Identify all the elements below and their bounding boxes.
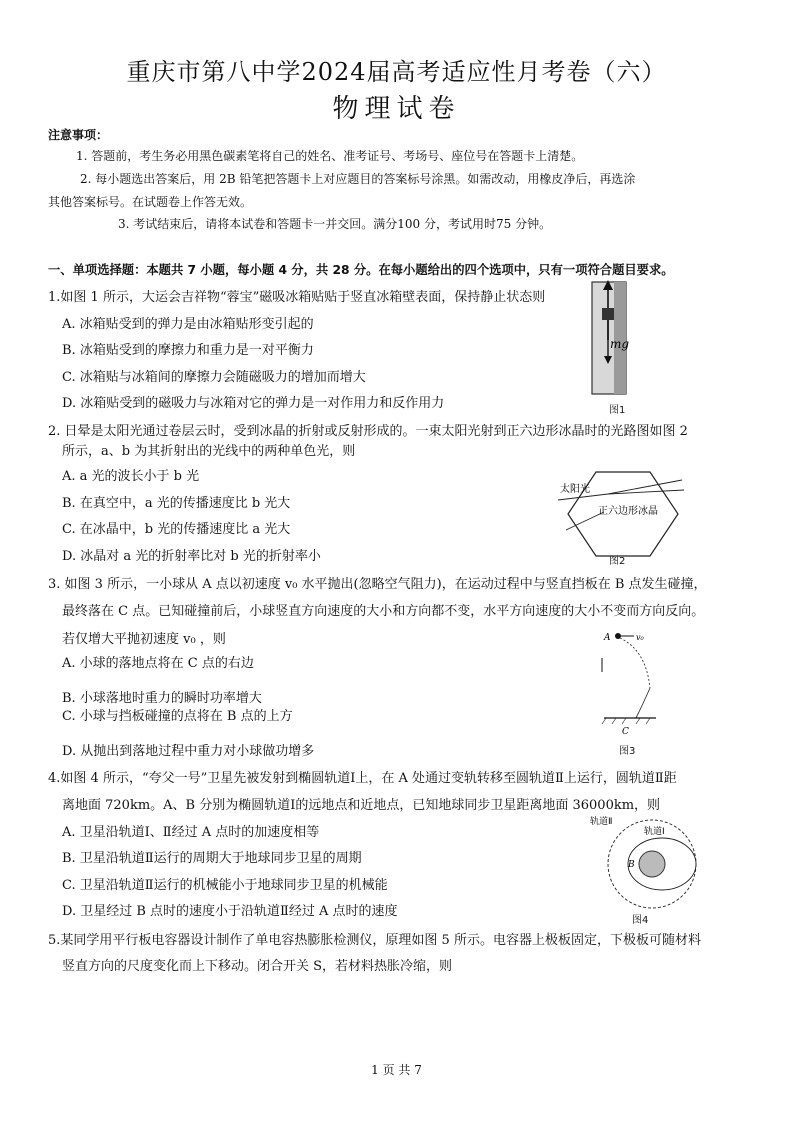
q1-option-d: D. 冰箱贴受到的磁吸力与冰箱对它的弹力是一对作用力和反作用力 [62, 396, 445, 411]
figure-1 [588, 280, 638, 398]
q2-option-d: D. 冰晶对 a 光的折射率比对 b 光的折射率小 [62, 549, 321, 564]
q2-stem-cont: 所示，a、b 为其折射出的光线中的两种单色光，则 [62, 444, 356, 459]
notice-item: 3. 考试结束后，请将本试卷和答题卡一并交回。满分100 分，考试用时75 分钟。 [118, 217, 552, 231]
q1-option-c: C. 冰箱贴与冰箱间的摩擦力会随磁吸力的增加而增大 [62, 370, 366, 385]
q3-option-c: C. 小球与挡板碰撞的点将在 B 点的上方 [62, 709, 293, 724]
q5-stem-cont: 竖直方向的尺度变化而上下移动。闭合开关 S，若材料热胀冷缩，则 [62, 959, 453, 974]
q3-option-d: D. 从抛出到落地过程中重力对小球做功增多 [62, 744, 315, 759]
q3-option-a: A. 小球的落地点将在 C 点的右边 [62, 656, 254, 671]
q4-stem: 4.如图 4 所示，“夸父一号”卫星先被发射到椭圆轨道Ⅰ上，在 A 处通过变轨转移至圆轨道Ⅱ上运行，圆轨道Ⅱ距 [48, 771, 677, 786]
q3-stem-cont2: 若仅增大平抛初速度 v₀ ，则 [62, 632, 226, 647]
q4-stem-cont: 离地面 720km。A、B 分别为椭圆轨道Ⅰ的远地点和近地点，已知地球同步卫星距离地面 36000km，则 [62, 798, 661, 813]
fig3-label-c: C [622, 727, 629, 737]
fig2-label-crystal: 正六边形冰晶 [598, 506, 658, 517]
fig2-label-sun: 太阳光 [560, 484, 590, 495]
q2-option-a: A. a 光的波长小于 b 光 [62, 469, 200, 484]
notice-heading: 注意事项： [48, 128, 109, 142]
q1-option-b: B. 冰箱贴受到的摩擦力和重力是一对平衡力 [62, 343, 314, 358]
q2-option-b: B. 在真空中，a 光的传播速度比 b 光大 [62, 496, 291, 511]
exam-title: 重庆市第八中学2024届高考适应性月考卷（六） [126, 58, 667, 86]
notice-item: 其他答案标号。在试题卷上作答无效。 [48, 195, 253, 209]
fig3-caption: 图3 [619, 746, 636, 757]
q1-option-a: A. 冰箱贴受到的弹力是由冰箱贴形变引起的 [62, 317, 314, 332]
fig3-label-v0: v₀ [636, 633, 644, 642]
figure-4 [590, 812, 710, 912]
q4-option-a: A. 卫星沿轨道Ⅰ、Ⅱ经过 A 点时的加速度相等 [62, 825, 320, 840]
q3-stem-cont: 最终落在 C 点。已知碰撞前后，小球竖直方向速度的大小和方向都不变，水平方向速度的大小不变而方向反向。 [62, 604, 705, 619]
fig1-label-mg: mg [610, 337, 630, 351]
fig2-caption: 图2 [609, 556, 626, 567]
section-heading: 一、单项选择题：本题共 7 小题，每小题 4 分，共 28 分。在每小题给出的四个选项中，只有一项符合题目要求。 [48, 263, 674, 277]
q4-option-c: C. 卫星沿轨道Ⅱ运行的机械能小于地球同步卫星的机械能 [62, 878, 388, 893]
fig4-label-orbit1: 轨道Ⅰ [644, 827, 665, 837]
q3-option-b: B. 小球落地时重力的瞬时功率增大 [62, 691, 262, 706]
q3-stem: 3. 如图 3 所示，一小球从 A 点以初速度 v₀ 水平抛出(忽略空气阻力)，在运动过程中与竖直挡板在 B 点发生碰撞， [48, 577, 707, 592]
fig4-label-orbit2: 轨道Ⅱ [590, 817, 613, 827]
figure-2 [558, 468, 688, 560]
q4-option-d: D. 卫星经过 B 点时的速度小于沿轨道Ⅱ经过 A 点时的速度 [62, 904, 398, 919]
notice-item: 2. 每小题选出答案后，用 2B 铅笔把答题卡上对应题目的答案标号涂黑。如需改动，用橡皮净后，再选涂 [80, 172, 636, 186]
q4-option-b: B. 卫星沿轨道Ⅱ运行的周期大于地球同步卫星的周期 [62, 851, 362, 866]
q5-stem: 5.某同学用平行板电容器设计制作了单电容热膨胀检测仪，原理如图 5 所示。电容器上极板固定，下极板可随材料 [48, 933, 701, 948]
q2-option-c: C. 在冰晶中，b 光的传播速度比 a 光大 [62, 522, 291, 537]
exam-subtitle: 物理试卷 [332, 94, 461, 124]
q2-stem: 2. 日晕是太阳光通过卷层云时，受到冰晶的折射或反射形成的。一束太阳光射到正六边形冰晶时的光路图如图 2 [48, 424, 688, 439]
figure-3 [596, 628, 666, 738]
fig3-label-a: A [604, 633, 611, 643]
fig4-label-b: B [628, 860, 635, 870]
page-footer: 1 页 共 7 [371, 1063, 422, 1077]
notice-item: 1. 答题前，考生务必用黑色碳素笔将自己的姓名、准考证号、考场号、座位号在答题卡上清楚。 [76, 149, 584, 163]
fig1-caption: 图1 [609, 405, 626, 416]
fig4-caption: 图4 [632, 915, 649, 926]
q1-stem: 1.如图 1 所示，大运会吉祥物“蓉宝”磁吸冰箱贴贴于竖直冰箱壁表面，保持静止状态则 [48, 290, 546, 305]
